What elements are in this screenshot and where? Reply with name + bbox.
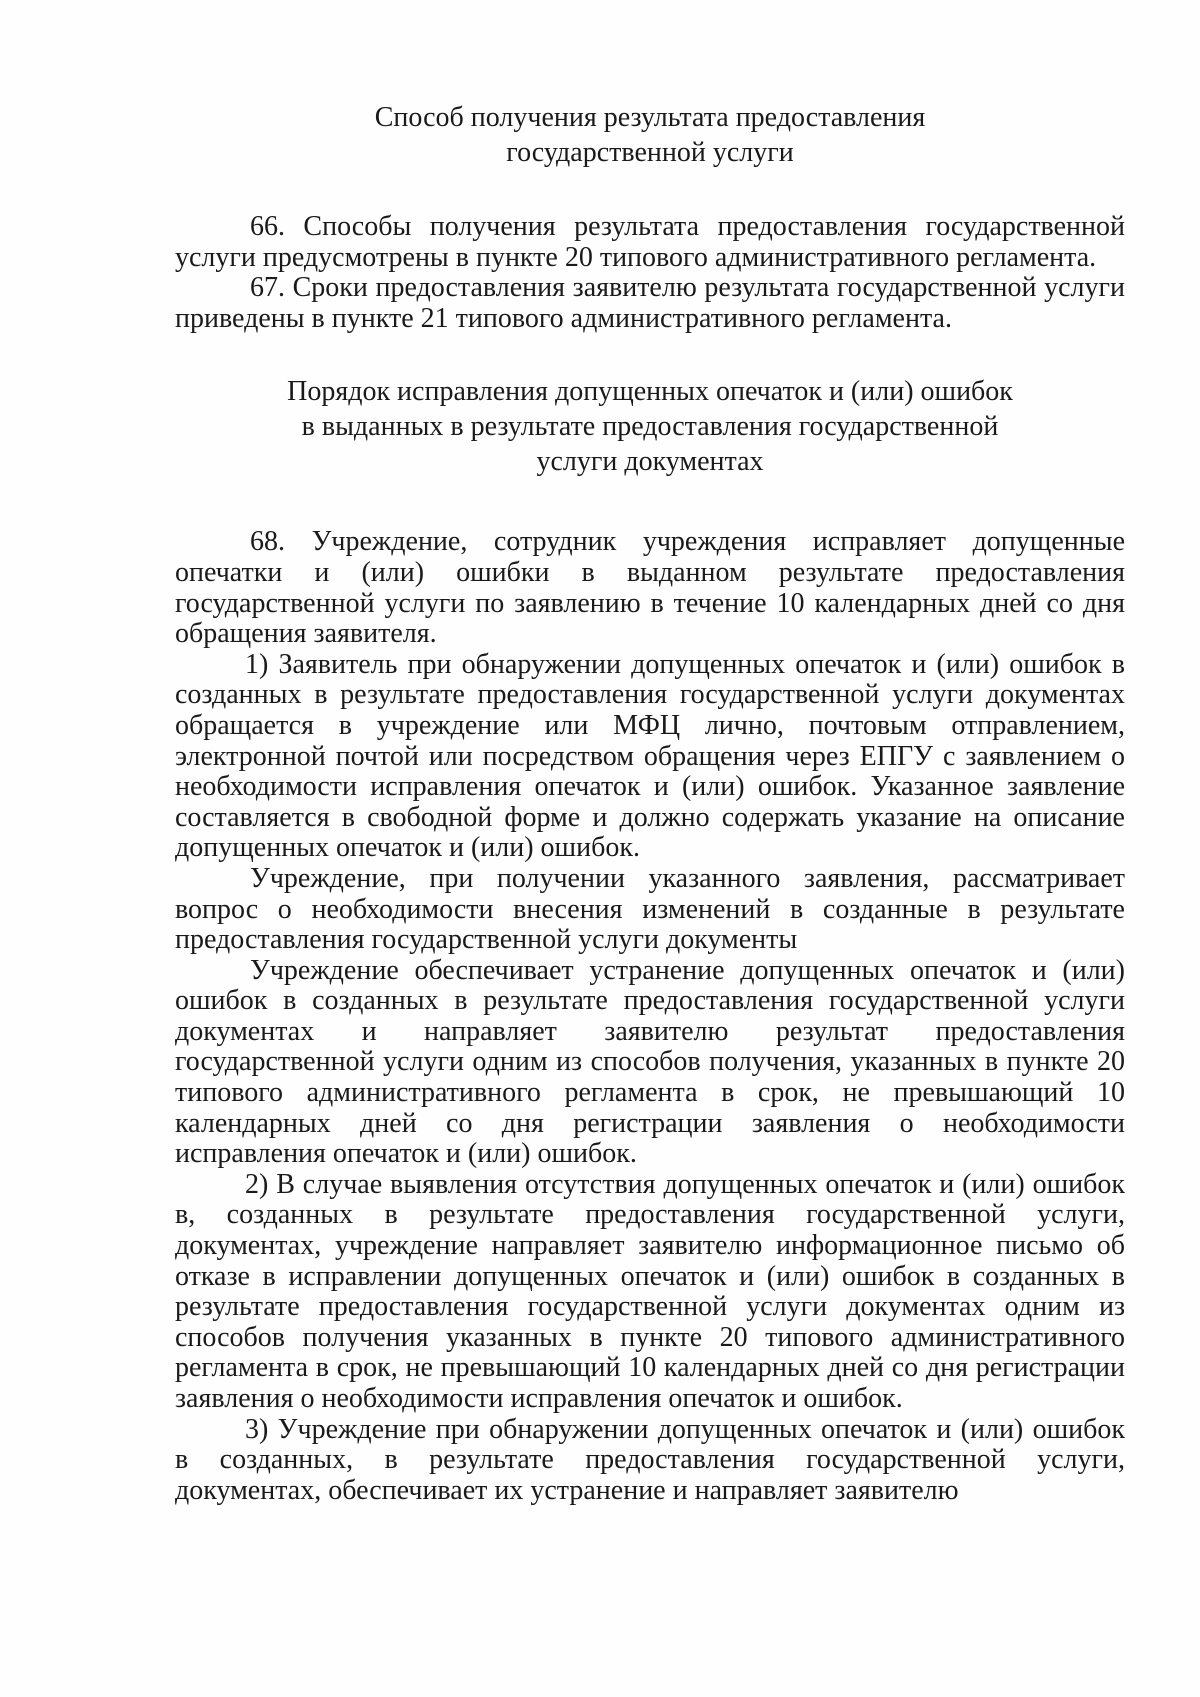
heading-line: в выданных в результате предоставления государственной — [301, 411, 999, 443]
document-body — [175, 100, 1125, 1506]
paragraph-correction: Учреждение обеспечивает устранение допущенных опечаток и (или) ошибок в созданных в результате предоставления государственной услуги документах и направляет заявителю результат предоставления государственной услуги одним из способов получения, указанных в пункте 20 типового административного регламента в срок, не превышающий 10 календарных дней со дня регистрации заявления о необходимости исправления опечаток и (или) ошибок. — [175, 954, 1125, 1170]
heading-line: государственной услуги — [506, 137, 794, 168]
paragraph-68: 68. Учреждение, сотрудник учреждения исправляет допущенные опечатки и (или) ошибки в выданном результате предоставления государственной услуги по заявлению в течение 10 календарных дней со дня обращения заявителя. — [175, 526, 1125, 650]
section-heading-error-correction — [175, 374, 1125, 479]
paragraph-item-2: 2) В случае выявления отсутствия допущенных опечаток и (или) ошибок в, созданных в результате предоставления государственной услуги, документах, учреждение направляет заявителю информационное письмо об отказе в исправлении допущенных опечаток и (или) ошибок в созданных в результате предоставления государственной услуги документах одним из способов получения указанных в пункте 20 типового административного регламента в срок, не превышающий 10 календарных дней со дня регистрации заявления о необходимости исправления опечаток и ошибок. — [175, 1168, 1125, 1414]
section-heading-result-method — [175, 100, 1125, 170]
heading-line: Порядок исправления допущенных опечаток и (или) ошибок — [287, 376, 1013, 408]
paragraph-item-3: 3) Учреждение при обнаружении допущенных опечаток и (или) ошибок в созданных, в результате предоставления государственной услуги, документах, обеспечивает их устранение и направляет заявителю — [175, 1413, 1125, 1506]
heading-line: услуги документах — [536, 446, 764, 478]
paragraph-item-1: 1) Заявитель при обнаружении допущенных опечаток и (или) ошибок в созданных в результате предоставления государственной услуги документах обращается в учреждение или МФЦ лично, почтовым отправлением, электронной почтой или посредством обращения через ЕПГУ с заявлением о необходимости исправления опечаток и (или) ошибок. Указанное заявление составляется в свободной форме и должно содержать указание на описание допущенных опечаток и (или) ошибок. — [175, 648, 1125, 864]
paragraph-67: 67. Сроки предоставления заявителю результата государственной услуги приведены в пункте 21 типового административного регламента. — [175, 272, 1125, 334]
paragraph-66: 66. Способы получения результата предоставления государственной услуги предусмотрены в пункте 20 типового административного регламента. — [175, 211, 1125, 273]
paragraph-review: Учреждение, при получении указанного заявления, рассматривает вопрос о необходимости внесения изменений в созданные в результате предоставления государственной услуги документы — [175, 862, 1125, 956]
heading-line: Способ получения результата предоставления — [374, 102, 926, 133]
